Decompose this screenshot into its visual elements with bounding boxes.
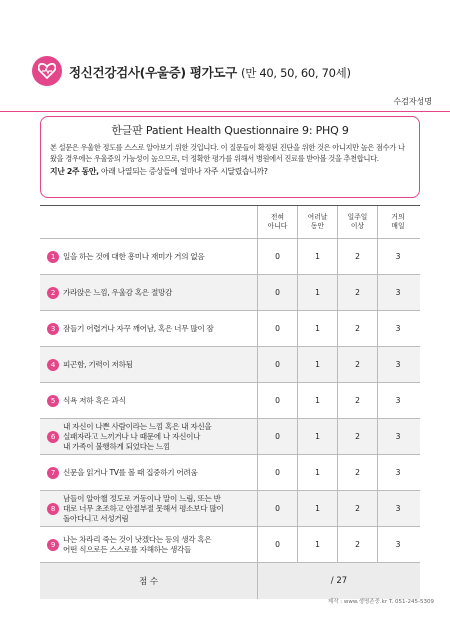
question-text: 식욕 저하 혹은 과식 <box>63 395 126 405</box>
score-option-2[interactable]: 2 <box>338 311 378 346</box>
score-option-3[interactable]: 3 <box>395 252 401 261</box>
score-option-3[interactable]: 3 <box>395 288 401 297</box>
question-cell <box>40 527 258 562</box>
table-row <box>40 491 420 527</box>
table-row <box>40 275 420 311</box>
name-label: 수검자성명 <box>393 97 432 106</box>
total-row <box>40 563 420 599</box>
header-col-2 <box>338 206 378 238</box>
score-option-0[interactable]: 0 <box>258 455 298 490</box>
score-option-1[interactable]: 1 <box>298 419 338 454</box>
header-col-1 <box>298 206 338 238</box>
header-col-3-line2: 매일 <box>391 222 405 230</box>
intro-question <box>50 166 410 177</box>
header-col-1-line2: 동안 <box>310 222 325 230</box>
score-option-0[interactable]: 0 <box>258 383 298 418</box>
intro-box <box>40 116 420 198</box>
intro-body: 본 설문은 우울한 정도를 스스로 알아보기 위한 것입니다. 이 질문들이 확정된 진단을 위한 것은 아니지만 높은 점수가 나왔을 경우에는 우울증의 가능성이 높으므로, 더 정확한 평가를 위해서 병원에서 진료를 받아볼 것을 추천합니다. <box>50 143 405 163</box>
question-cell <box>40 311 258 346</box>
total-label: 점 수 <box>40 563 258 599</box>
score-option-1[interactable]: 1 <box>298 383 338 418</box>
score-option-3[interactable]: 3 <box>395 540 401 549</box>
question-number-badge: 7 <box>47 467 59 479</box>
question-number-badge: 2 <box>47 287 59 299</box>
heart-icon <box>32 56 62 86</box>
phq9-table <box>40 205 420 592</box>
question-number-badge: 4 <box>47 359 59 371</box>
score-option-2[interactable]: 2 <box>338 239 378 274</box>
name-underline <box>0 111 450 112</box>
question-cell <box>40 419 258 454</box>
question-rows <box>40 239 420 563</box>
question-text: 일을 하는 것에 대한 흥미나 재미가 거의 없음 <box>63 251 205 261</box>
question-text: 내 자신이 나쁜 사람이라는 느낌 혹은 내 자신을 실패자라고 느끼거나 나 때문에 나 자신이나 내 가족이 불행하게 되었다는 느낌 <box>63 421 212 451</box>
score-option-0[interactable]: 0 <box>258 275 298 310</box>
header-col-0-line1: 전혀 <box>270 213 285 221</box>
score-option-1[interactable]: 1 <box>298 239 338 274</box>
score-option-3[interactable]: 3 <box>395 324 401 333</box>
title-main: 정신건강검사(우울증) 평가도구 <box>69 65 237 80</box>
question-text: 나는 차라리 죽는 것이 낫겠다는 등의 생각 혹은 어떤 식으로든 스스로를 자해하는 생각들 <box>63 534 212 554</box>
score-option-2[interactable]: 2 <box>338 347 378 382</box>
question-cell <box>40 239 258 274</box>
header-col-2-line2: 이상 <box>350 222 365 230</box>
question-cell <box>40 491 258 526</box>
score-option-3[interactable]: 3 <box>395 504 401 513</box>
score-option-1[interactable]: 1 <box>298 491 338 526</box>
header-col-0 <box>258 206 298 238</box>
score-option-1[interactable]: 1 <box>298 311 338 346</box>
question-cell <box>40 347 258 382</box>
header-col-3-line1: 거의 <box>391 213 405 221</box>
page-title <box>69 63 351 81</box>
table-header-blank <box>40 206 258 238</box>
score-option-2[interactable]: 2 <box>338 419 378 454</box>
score-option-0[interactable]: 0 <box>258 491 298 526</box>
table-row <box>40 527 420 563</box>
question-number-badge: 8 <box>47 503 59 515</box>
table-row <box>40 419 420 455</box>
question-number-badge: 9 <box>47 539 59 551</box>
intro-title: 한글판 Patient Health Questionnaire 9: PHQ 9 <box>111 124 349 137</box>
score-option-1[interactable]: 1 <box>298 275 338 310</box>
score-option-3[interactable]: 3 <box>395 360 401 369</box>
question-number-badge: 6 <box>47 431 59 443</box>
question-number-badge: 1 <box>47 251 59 263</box>
question-cell <box>40 455 258 490</box>
question-text: 남들이 알아챌 정도로 거동이나 말이 느림, 또는 반 대로 너무 초조하고 안절부절 못해서 평소보다 많이 돌아다니고 서성거림 <box>63 493 224 523</box>
score-option-1[interactable]: 1 <box>298 527 338 562</box>
table-row <box>40 383 420 419</box>
score-option-1[interactable]: 1 <box>298 347 338 382</box>
title-sub: (만 40, 50, 60, 70세) <box>241 66 351 80</box>
question-text: 신문을 읽거나 TV를 볼 때 집중하기 어려움 <box>63 467 198 477</box>
question-text: 피곤함, 기력이 저하됨 <box>63 359 133 369</box>
score-option-2[interactable]: 2 <box>338 455 378 490</box>
header-col-2-line1: 일주일 <box>347 213 368 221</box>
score-option-1[interactable]: 1 <box>298 455 338 490</box>
score-option-0[interactable]: 0 <box>258 527 298 562</box>
table-header-row <box>40 206 420 239</box>
intro-question-bold: 지난 2주 동안, <box>50 167 99 176</box>
score-option-3[interactable]: 3 <box>395 396 401 405</box>
question-cell <box>40 383 258 418</box>
question-number-badge: 5 <box>47 395 59 407</box>
score-option-0[interactable]: 0 <box>258 311 298 346</box>
footer-credit: 제작 : www.생명존중.kr T. 051-245-5309 <box>327 599 434 605</box>
question-text: 가라앉은 느낌, 우울감 혹은 절망감 <box>63 287 173 297</box>
header-col-3 <box>378 206 418 238</box>
header-col-1-line1: 여러날 <box>307 213 328 221</box>
score-option-2[interactable]: 2 <box>338 383 378 418</box>
table-row <box>40 311 420 347</box>
question-number-badge: 3 <box>47 323 59 335</box>
score-option-0[interactable]: 0 <box>258 239 298 274</box>
intro-question-rest: 아래 나열되는 증상들에 얼마나 자주 시달렸습니까? <box>98 167 268 176</box>
question-text: 잠들기 어렵거나 자꾸 깨어남, 혹은 너무 많이 잠 <box>63 323 214 333</box>
table-row <box>40 239 420 275</box>
score-option-2[interactable]: 2 <box>338 275 378 310</box>
score-option-0[interactable]: 0 <box>258 347 298 382</box>
score-option-3[interactable]: 3 <box>395 468 401 477</box>
header <box>32 56 432 106</box>
table-row <box>40 347 420 383</box>
header-col-0-line2: 아니다 <box>267 222 288 230</box>
score-option-2[interactable]: 2 <box>338 527 378 562</box>
total-value[interactable]: / 27 <box>330 576 348 586</box>
score-option-3[interactable]: 3 <box>395 432 401 441</box>
table-row <box>40 455 420 491</box>
score-option-0[interactable]: 0 <box>258 419 298 454</box>
score-option-2[interactable]: 2 <box>338 491 378 526</box>
question-cell <box>40 275 258 310</box>
